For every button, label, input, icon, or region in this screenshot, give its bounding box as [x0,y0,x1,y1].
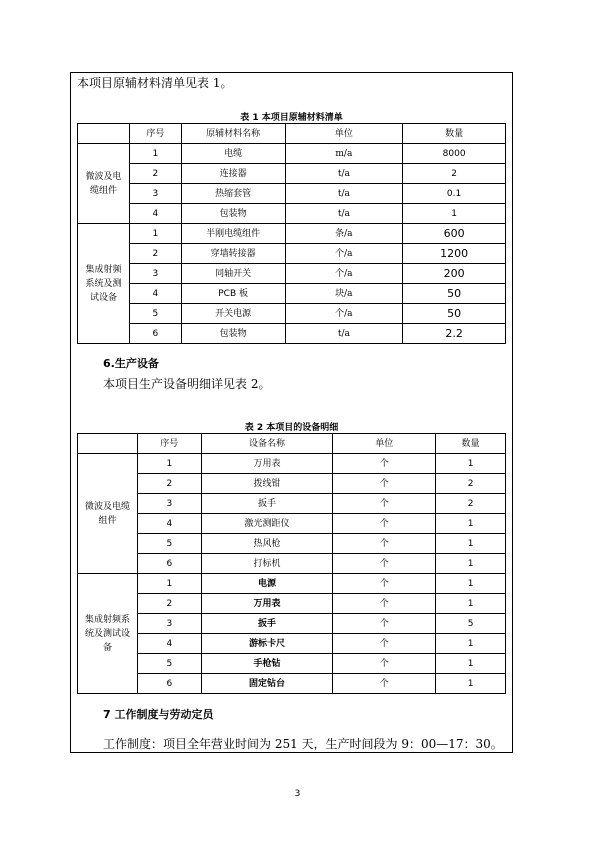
cell-no: 4 [129,284,181,304]
cell-unit: 条/a [285,224,403,244]
cell-qty: 1 [436,594,506,614]
cell-name: 同轴开关 [181,264,285,284]
cell-unit: 块/a [285,284,403,304]
cell-no: 3 [129,184,181,204]
table-row [78,224,506,244]
table-row [78,574,506,594]
intro-text: 本项目原辅材料清单见表 1。 [77,76,233,90]
table2-header-cell: 序号 [137,434,201,454]
section7-text: 工作制度：项目全年营业时间为 251 天，生产时间段为 9：00—17：30。 [103,737,503,751]
cell-name: 包装物 [181,324,285,344]
cell-name: 手枪钻 [201,654,333,674]
cell-no: 5 [137,534,201,554]
table1-header-row [78,124,506,144]
cell-unit: 个 [333,614,436,634]
table1-header-cell: 序号 [129,124,181,144]
table-row [78,264,506,284]
cell-unit: 个 [333,474,436,494]
cell-qty: 50 [403,304,506,324]
cell-qty: 2 [403,164,506,184]
cell-no: 2 [129,164,181,184]
cell-qty: 2.2 [403,324,506,344]
cell-name: 扳手 [201,494,333,514]
cell-name: 固定钻台 [201,674,333,694]
cell-qty: 1200 [403,244,506,264]
cell-unit: 个 [333,674,436,694]
table2-header-row [78,434,506,454]
cell-name: 电源 [201,574,333,594]
group-label: 微波及电缆组件 [78,454,138,574]
table-row [78,554,506,574]
cell-unit: 个 [333,654,436,674]
cell-no: 1 [129,224,181,244]
section7-heading: 7 工作制度与劳动定员 [103,708,214,721]
cell-unit: t/a [285,204,403,224]
table2-header-cell: 数量 [436,434,506,454]
table-row [78,654,506,674]
table-row [78,324,506,344]
cell-name: 包装物 [181,204,285,224]
table-row [78,144,506,164]
cell-no: 2 [137,474,201,494]
cell-unit: 个 [333,554,436,574]
cell-qty: 1 [436,634,506,654]
cell-unit: 个 [333,514,436,534]
cell-unit: 个 [333,594,436,614]
cell-no: 1 [137,574,201,594]
cell-name: PCB 板 [181,284,285,304]
cell-no: 3 [129,264,181,284]
cell-name: 热风枪 [201,534,333,554]
materials-table [77,123,506,344]
table2-header-cell: 设备名称 [201,434,333,454]
table-row [78,474,506,494]
cell-qty: 200 [403,264,506,284]
group-label: 集成射频系统及测试设备 [78,574,138,694]
cell-name: 万用表 [201,454,333,474]
cell-unit: m/a [285,144,403,164]
table-row [78,304,506,324]
cell-qty: 1 [436,674,506,694]
cell-unit: 个 [333,494,436,514]
cell-qty: 600 [403,224,506,244]
table-row [78,184,506,204]
cell-qty: 50 [403,284,506,304]
cell-unit: 个/a [285,244,403,264]
cell-qty: 0.1 [403,184,506,204]
cell-name: 热缩套管 [181,184,285,204]
cell-unit: t/a [285,184,403,204]
table2-header-cell [78,434,138,454]
table-row [78,204,506,224]
cell-no: 2 [129,244,181,264]
table1-header-cell: 原辅材料名称 [181,124,285,144]
cell-qty: 1 [436,554,506,574]
table-row [78,454,506,474]
cell-name: 打标机 [201,554,333,574]
cell-name: 游标卡尺 [201,634,333,654]
cell-unit: 个 [333,534,436,554]
cell-qty: 8000 [403,144,506,164]
cell-name: 穿墙转接器 [181,244,285,264]
cell-no: 4 [137,634,201,654]
table1-header-cell: 数量 [403,124,506,144]
cell-unit: t/a [285,324,403,344]
cell-unit: 个 [333,634,436,654]
table-row [78,674,506,694]
group-label: 集成射频系统及测试设备 [78,224,130,344]
cell-qty: 1 [436,454,506,474]
table-row [78,514,506,534]
cell-qty: 1 [403,204,506,224]
cell-no: 6 [137,674,201,694]
cell-no: 6 [129,324,181,344]
table2-header-cell: 单位 [333,434,436,454]
group-label: 微波及电缆组件 [78,144,130,224]
cell-no: 5 [129,304,181,324]
cell-qty: 2 [436,474,506,494]
page-number: 3 [294,789,301,799]
table-row [78,634,506,654]
cell-qty: 1 [436,654,506,674]
table-row [78,614,506,634]
cell-name: 半刚电缆组件 [181,224,285,244]
cell-qty: 2 [436,494,506,514]
cell-qty: 1 [436,534,506,554]
table-row [78,164,506,184]
cell-name: 扳手 [201,614,333,634]
cell-name: 万用表 [201,594,333,614]
table-row [78,534,506,554]
cell-unit: 个/a [285,264,403,284]
cell-qty: 1 [436,574,506,594]
table-row [78,594,506,614]
section6-heading: 6.生产设备 [103,357,159,370]
cell-no: 3 [137,494,201,514]
table1-header-cell: 单位 [285,124,403,144]
cell-no: 4 [137,514,201,534]
table2-caption: 表 2 本项目的设备明细 [244,423,339,433]
cell-no: 2 [137,594,201,614]
cell-unit: t/a [285,164,403,184]
cell-name: 拨线钳 [201,474,333,494]
table-row [78,284,506,304]
cell-name: 连接器 [181,164,285,184]
cell-no: 4 [129,204,181,224]
cell-name: 开关电源 [181,304,285,324]
table1-header-cell [78,124,130,144]
section6-text: 本项目生产设备明细详见表 2。 [103,377,271,391]
cell-name: 激光测距仪 [201,514,333,534]
cell-name: 电缆 [181,144,285,164]
cell-no: 1 [129,144,181,164]
cell-no: 6 [137,554,201,574]
cell-unit: 个 [333,454,436,474]
cell-no: 1 [137,454,201,474]
cell-no: 3 [137,614,201,634]
table1-caption: 表 1 本项目原辅材料清单 [240,113,343,123]
table-row [78,494,506,514]
cell-unit: 个 [333,574,436,594]
cell-qty: 1 [436,514,506,534]
cell-no: 5 [137,654,201,674]
table-row [78,244,506,264]
cell-qty: 5 [436,614,506,634]
cell-unit: 个/a [285,304,403,324]
equipment-table [77,433,506,694]
